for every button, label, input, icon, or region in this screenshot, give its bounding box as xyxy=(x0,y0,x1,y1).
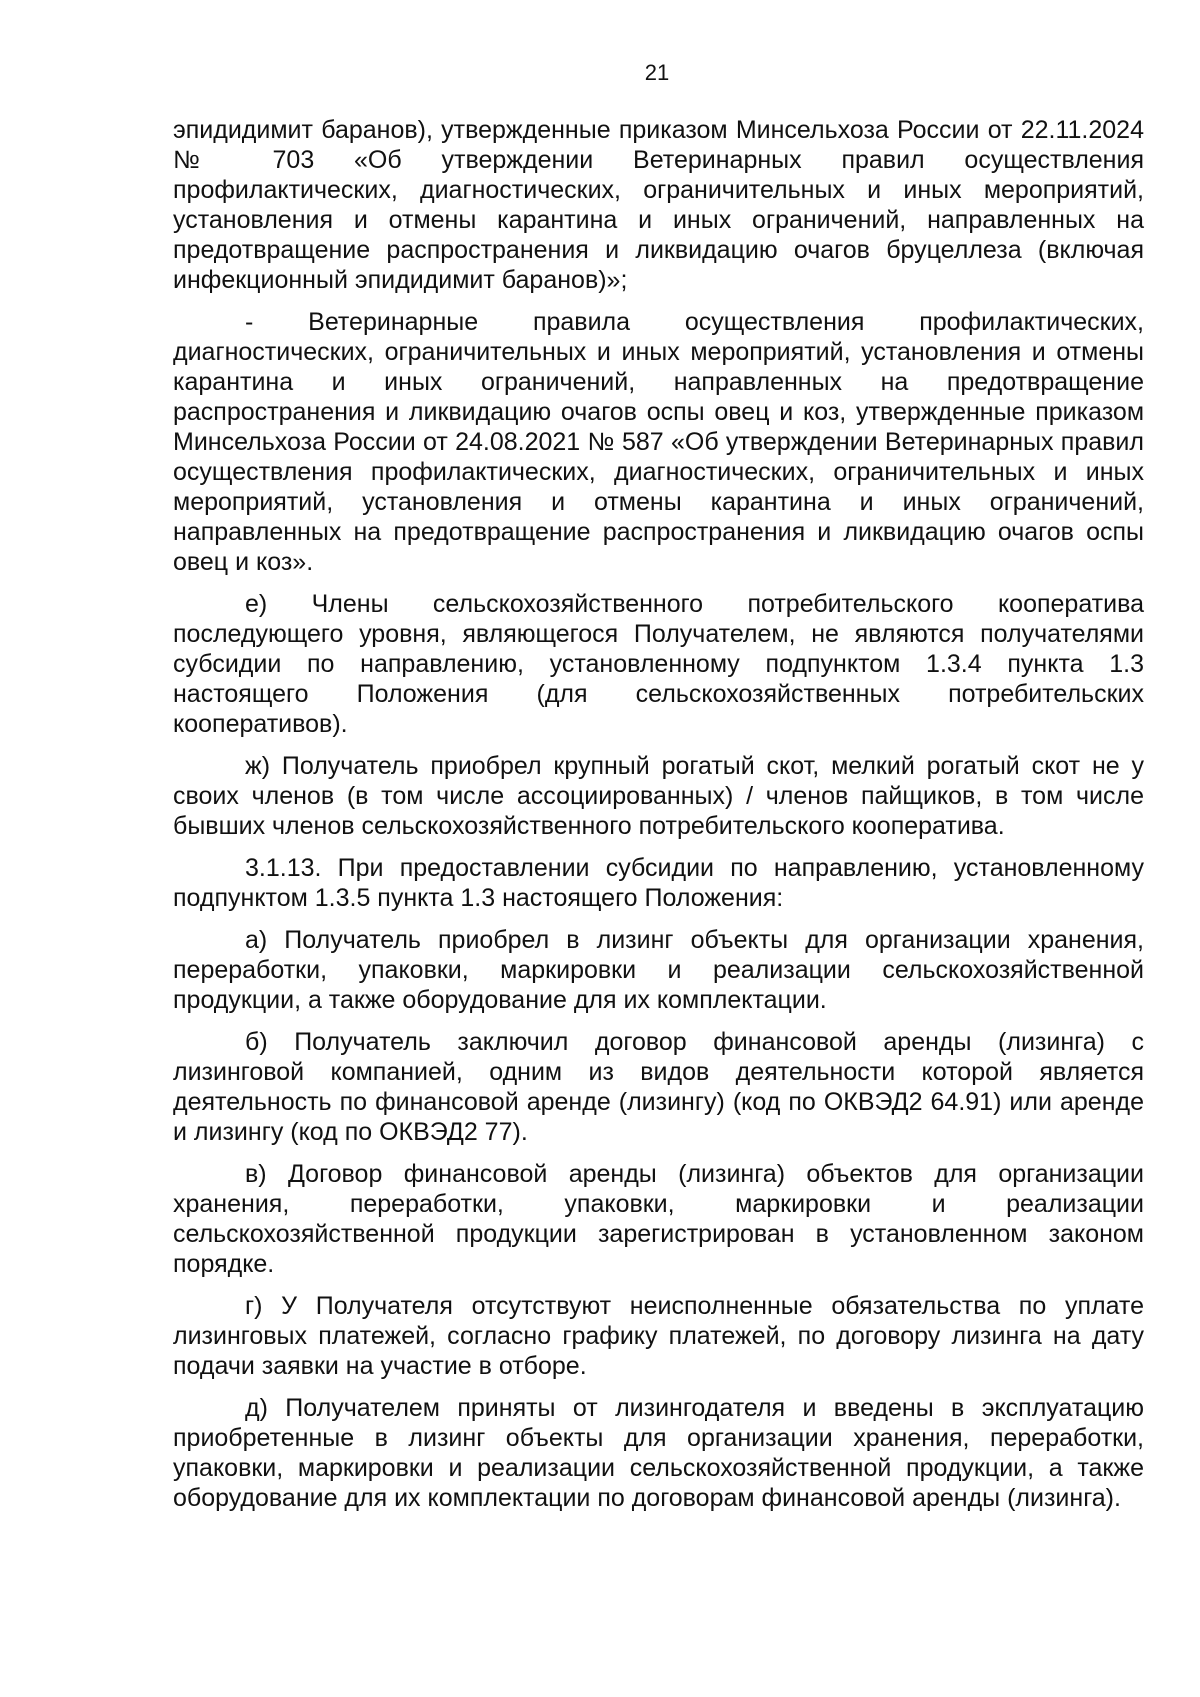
paragraph-sheep-goat-pox-rules: - Ветеринарные правила осуществления профилактических, диагностических, ограничительных и иных мероприятий, установления и отмены карантина и иных ограничений, направленных на предотвращение распространения и ликвидацию очагов оспы овец и коз, утвержденные приказом Минсельхоза России от 24.08.2021 № 587 «Об утверждении Ветеринарных правил осуществления профилактических, диагностических, ограничительных и иных мероприятий, установления и отмены карантина и иных ограничений, направленных на предотвращение распространения и ликвидацию очагов оспы овец и коз». xyxy=(173,308,1144,576)
paragraph-item-d-objects-commissioned: д) Получателем приняты от лизингодателя и введены в эксплуатацию приобретенные в лизинг объекты для организации хранения, переработки, упаковки, маркировки и реализации сельскохозяйственной продукции, а также оборудование для их комплектации по договорам финансовой аренды (лизинга). xyxy=(173,1394,1144,1512)
paragraph-item-g-no-outstanding-payments: г) У Получателя отсутствуют неисполненные обязательства по уплате лизинговых платежей, согласно графику платежей, по договору лизинга на дату подачи заявки на участие в отборе. xyxy=(173,1292,1144,1380)
document-body xyxy=(173,115,1144,1525)
paragraph-item-b-leasing-agreement: б) Получатель заключил договор финансовой аренды (лизинга) с лизинговой компанией, одним из видов деятельности которой является деятельность по финансовой аренде (лизингу) (код по ОКВЭД2 64.91) или аренде и лизингу (код по ОКВЭД2 77). xyxy=(173,1028,1144,1146)
paragraph-item-v-agreement-registered: в) Договор финансовой аренды (лизинга) объектов для организации хранения, переработки, упаковки, маркировки и реализации сельскохозяйственной продукции зарегистрирован в установленном законом порядке. xyxy=(173,1160,1144,1278)
paragraph-section-3-1-13: 3.1.13. При предоставлении субсидии по направлению, установленному подпунктом 1.3.5 пункта 1.3 настоящего Положения: xyxy=(173,854,1144,912)
page-number: 21 xyxy=(644,60,670,85)
paragraph-item-zh-livestock-purchase: ж) Получатель приобрел крупный рогатый скот, мелкий рогатый скот не у своих членов (в том числе ассоциированных) / членов пайщиков, в том числе бывших членов сельскохозяйственного потребительского кооператива. xyxy=(173,752,1144,840)
paragraph-item-e-cooperative-members: е) Члены сельскохозяйственного потребительского кооператива последующего уровня, являющегося Получателем, не являются получателями субсидии по направлению, установленному подпунктом 1.3.4 пункта 1.3 настоящего Положения (для сельскохозяйственных потребительских кооперативов). xyxy=(173,590,1144,738)
paragraph-continuation-brucellosis-rules: эпидидимит баранов), утвержденные приказом Минсельхоза России от 22.11.2024 № 703 «Об утверждении Ветеринарных правил осуществления профилактических, диагностических, ограничительных и иных мероприятий, установления и отмены карантина и иных ограничений, направленных на предотвращение распространения и ликвидацию очагов бруцеллеза (включая инфекционный эпидидимит баранов)»; xyxy=(173,116,1144,294)
paragraph-item-a-leasing-objects: а) Получатель приобрел в лизинг объекты для организации хранения, переработки, упаковки, маркировки и реализации сельскохозяйственной продукции, а также оборудование для их комплектации. xyxy=(173,926,1144,1014)
